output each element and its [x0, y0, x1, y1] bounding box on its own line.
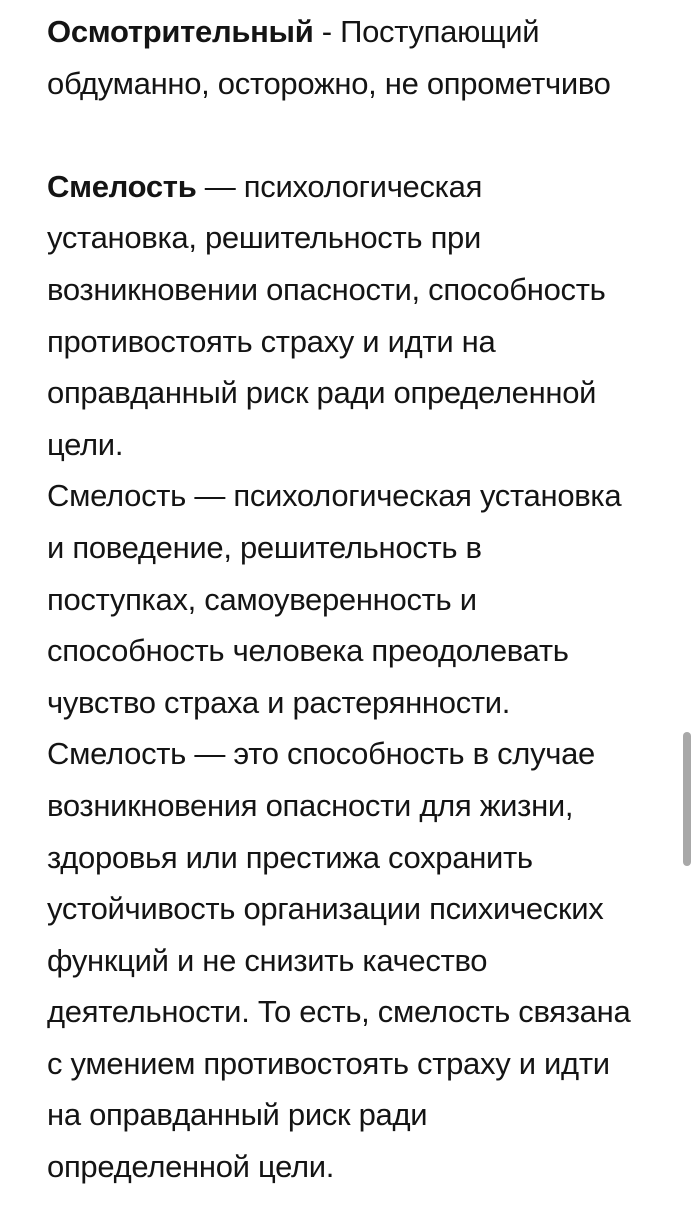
- definition-osmotritelny-line-1: [47, 6, 677, 58]
- text-line: противостоять страху и идти на: [47, 323, 496, 359]
- text-line: деятельности. То есть, смелость связана: [47, 994, 631, 1030]
- text-line: устойчивость организации психических: [47, 891, 604, 927]
- definition-smelost-line-1: [47, 161, 677, 213]
- definition-osmotritelny-start: - Поступающий: [313, 14, 540, 49]
- text-line: способность человека преодолевать: [47, 633, 569, 669]
- text-line: Смелость — это способность в случае: [47, 736, 595, 772]
- term-osmotritelny: Осмотрительный: [47, 14, 314, 49]
- definition-osmotritelny-line-2: обдуманно, осторожно, не опрометчиво: [47, 65, 611, 101]
- paragraph-gap: [47, 109, 677, 161]
- text-line: установка, решительность при: [47, 220, 482, 256]
- text-line: здоровья или престижа сохранить: [47, 839, 533, 875]
- term-smelost: Смелость: [47, 168, 197, 204]
- definition-smelost-start: — психологическая: [196, 168, 483, 204]
- text-line: Смелость — психологическая установка: [47, 478, 622, 514]
- vertical-scrollbar-thumb[interactable]: [683, 732, 691, 866]
- text-line: возникновения опасности для жизни,: [47, 787, 574, 823]
- text-line: поступках, самоуверенность и: [47, 581, 477, 617]
- text-line: с умением противостоять страху и идти: [47, 1045, 610, 1081]
- text-line: на оправданный риск ради: [47, 1097, 428, 1133]
- text-line: цели.: [47, 426, 124, 462]
- text-line: функций и не снизить качество: [47, 942, 488, 978]
- text-line: и поведение, решительность в: [47, 529, 482, 565]
- text-line: определенной цели.: [47, 1149, 335, 1185]
- text-line: оправданный риск ради определенной: [47, 375, 597, 411]
- text-line: возникновении опасности, способность: [47, 271, 606, 307]
- text-line: чувство страха и растерянности.: [47, 684, 511, 720]
- document-body: [47, 6, 677, 1193]
